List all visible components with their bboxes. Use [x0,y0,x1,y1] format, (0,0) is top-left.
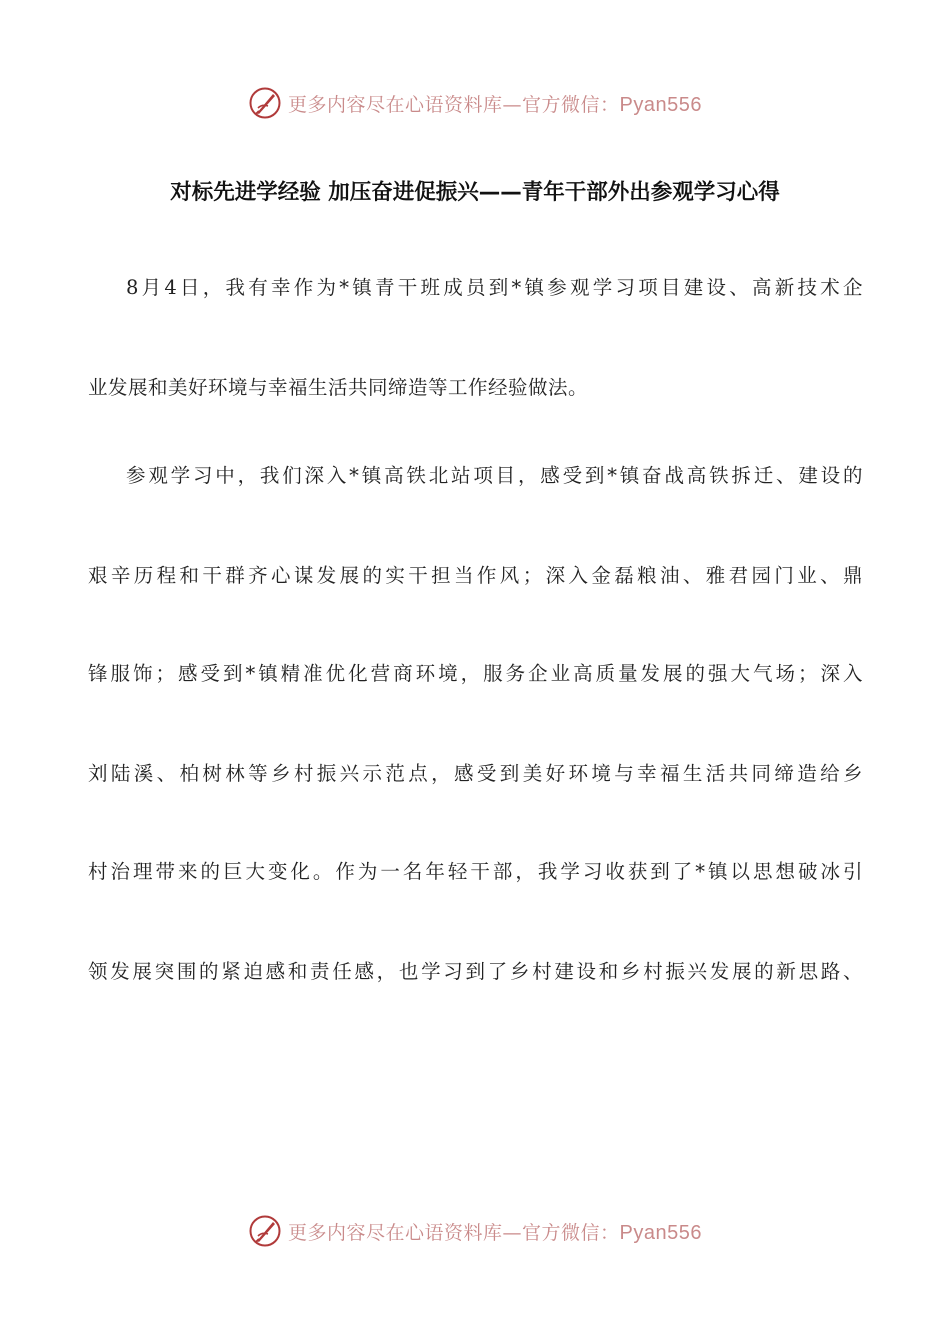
paragraph-2-line-1: 参观学习中，我们深入*镇高铁北站项目，感受到*镇奋战高铁拆迁、建设的 [126,464,863,487]
paragraph-2-line-3: 锋服饰；感受到*镇精准优化营商环境，服务企业高质量发展的强大气场；深入 [88,662,863,685]
document-title: 对标先进学经验 加压奋进促振兴——青年干部外出参观学习心得 [170,180,780,205]
paragraph-2-line-5: 村治理带来的巨大变化。作为一名年轻干部，我学习收获到了*镇以思想破冰引 [88,860,863,883]
quill-pen-logo-icon [248,1214,282,1248]
footer-watermark [0,1211,950,1251]
quill-pen-logo-icon [248,86,282,120]
watermark-text: 更多内容尽在心语资料库—官方微信：Pyan556 [288,1221,702,1244]
paragraph-2-line-4: 刘陆溪、柏树林等乡村振兴示范点，感受到美好环境与幸福生活共同缔造给乡 [88,762,863,785]
paragraph-1-line-1: 8月4日，我有幸作为*镇青干班成员到*镇参观学习项目建设、高新技术企 [126,276,863,299]
watermark-wechat-id: Pyan556 [619,1221,702,1244]
paragraph-1-line-2: 业发展和美好环境与幸福生活共同缔造等工作经验做法。 [88,376,589,399]
paragraph-2-line-2: 艰辛历程和干群齐心谋发展的实干担当作风；深入金磊粮油、雅君园门业、鼎 [88,564,863,587]
watermark-text: 更多内容尽在心语资料库—官方微信：Pyan556 [288,93,702,116]
paragraph-2-line-6: 领发展突围的紧迫感和责任感，也学习到了乡村建设和乡村振兴发展的新思路、 [88,960,863,983]
watermark-wechat-id: Pyan556 [619,93,702,116]
header-watermark [0,83,950,123]
